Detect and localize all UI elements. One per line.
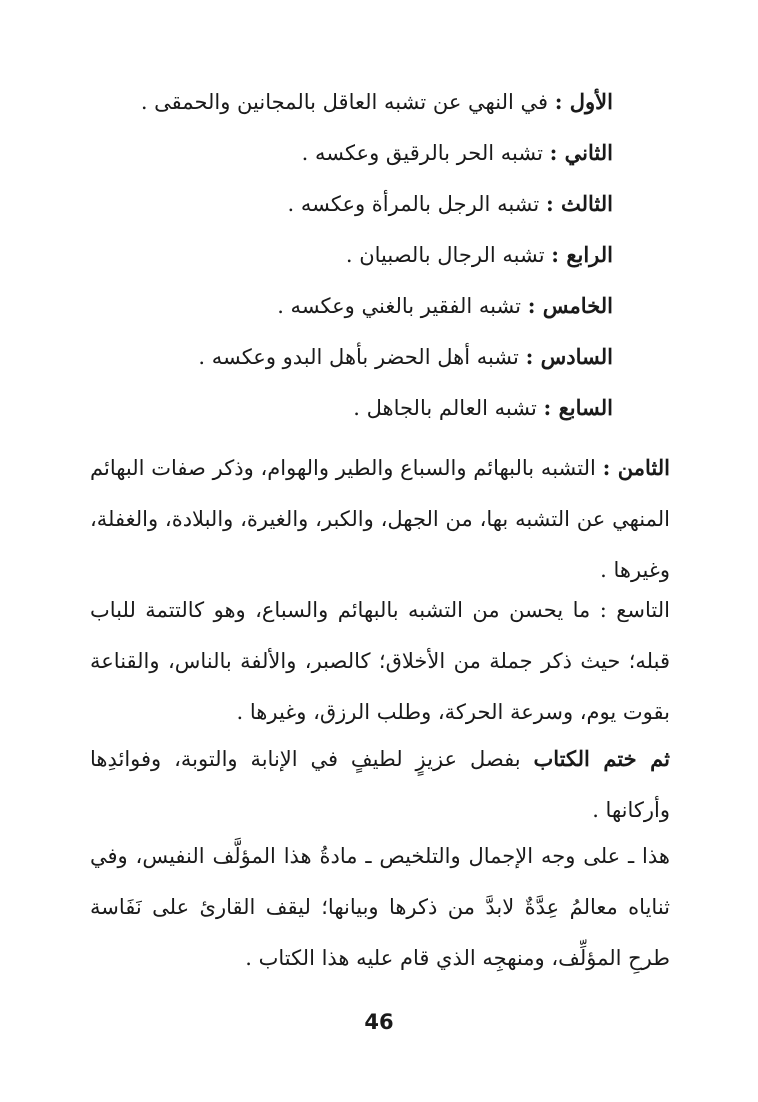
list-item-heading: الثاني : <box>549 140 613 165</box>
page-number: 46 <box>364 1010 394 1034</box>
list-item-text: تشبه الرجل بالمرأة وعكسه . <box>287 192 540 216</box>
list-item-text: في النهي عن تشبه العاقل بالمجانين والحمقى . <box>140 90 549 114</box>
list-item-fifth <box>277 291 613 321</box>
list-item-text: تشبه أهل الحضر بأهل البدو وعكسه . <box>198 345 519 369</box>
list-item-heading: الخامس : <box>527 293 613 318</box>
list-item-sixth <box>198 342 613 372</box>
summary-text: هذا ـ على وجه الإجمال والتلخيص ـ مادةُ هذا المؤلَّف النفيس، وفي ثناياه معالمُ عِدَّةٌ لابدَّ من ذكرها وبيانها؛ ليقف القارئ على نَفَاسة طرحِ المؤلِّف، ومنهجِه الذي قام عليه هذا الكتاب . <box>90 844 670 970</box>
closing-heading: ثم ختم الكتاب <box>533 746 670 771</box>
list-item-second <box>302 138 613 168</box>
list-item-heading: السابع : <box>543 395 613 420</box>
list-item-ninth <box>90 585 670 738</box>
closing-paragraph <box>90 733 670 836</box>
list-item-text: تشبه الفقير بالغني وعكسه . <box>277 294 522 318</box>
list-item-text: تشبه الرجال بالصبيان . <box>345 243 545 267</box>
list-item-heading: الثامن : <box>602 455 670 480</box>
list-item-text: تشبه العالم بالجاهل . <box>353 396 537 420</box>
list-item-heading: الأول : <box>554 89 613 114</box>
list-item-heading: الرابع : <box>551 242 613 267</box>
list-item-text: التشبه بالبهائم والسباع والطير والهوام، وذكر صفات البهائم المنهي عن التشبه بها، من الجهل، والكبر، والغيرة، والبلادة، والغفلة، وغيرها . <box>90 456 670 582</box>
list-item-seventh <box>353 393 613 423</box>
list-item-eighth <box>90 442 670 596</box>
closing-text: بفصل عزيزٍ لطيفٍ في الإنابة والتوبة، وفوائدِها وأركانها . <box>90 747 670 822</box>
list-item-fourth <box>346 240 613 270</box>
list-item-heading: الثالث : <box>545 191 613 216</box>
summary-paragraph <box>90 831 670 984</box>
list-item-text: التاسع : ما يحسن من التشبه بالبهائم والسباع، وهو كالتتمة للباب قبله؛ حيث ذكر جملة من الأخلاق؛ كالصبر، والألفة بالناس، والقناعة بقوت يوم، وسرعة الحركة، وطلب الرزق، وغيرها . <box>90 598 670 724</box>
list-item-text: تشبه الحر بالرقيق وعكسه . <box>301 141 543 165</box>
list-item-heading: السادس : <box>525 344 613 369</box>
list-item-third <box>288 189 613 219</box>
list-item-first <box>141 87 613 117</box>
